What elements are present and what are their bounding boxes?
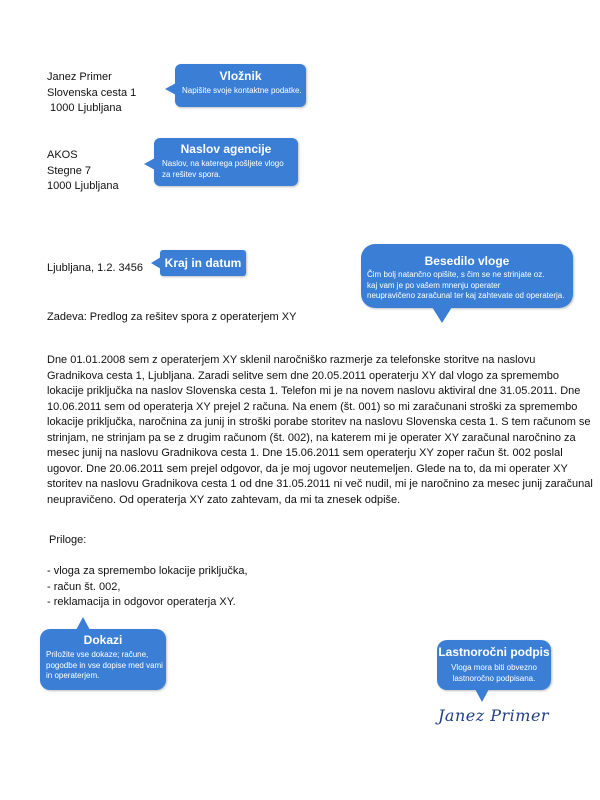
callout-evidence-desc-1: Priložite vse dokaze; račune, xyxy=(46,650,149,659)
callout-evidence-pointer xyxy=(76,617,90,630)
callout-place-date xyxy=(160,250,246,276)
place-date: Ljubljana, 1.2. 3456 xyxy=(47,262,144,274)
callout-body-desc-3: neupravičeno zaračunal ter kaj zahtevate od operaterja. xyxy=(367,291,565,300)
callout-sender-title: Vložnik xyxy=(219,69,262,83)
callout-signature xyxy=(437,640,551,690)
callout-agency-desc-1: Naslov, na katerega pošljete vlogo xyxy=(162,159,284,168)
callout-evidence-title: Dokazi xyxy=(83,633,123,647)
callout-signature-desc-2: lastnoročno podpisana. xyxy=(452,673,536,683)
attachments-list xyxy=(47,564,248,611)
body-line: Dne 01.01.2008 sem z operaterjem XY sklenil naročniško razmerje za telefonske storitve na naslovu xyxy=(47,354,536,366)
body-line: lokacije priključka, naročnina za junij in stroški porabe storitev na naslovu Slovenska cesta 1. S tem računom se xyxy=(47,416,591,428)
callout-evidence-desc-2: pogodbe in vse dopise med vami xyxy=(46,660,163,670)
callout-sender-pointer xyxy=(165,83,176,95)
agency-street: Stegne 7 xyxy=(47,164,92,177)
callout-agency-title: Naslov agencije xyxy=(180,142,272,156)
callout-signature-desc-1: Vloga mora biti obvezno xyxy=(451,663,537,672)
body-line: 10.06.2011 sem od operaterja XY prejel 2 računa. Na enem (št. 001) so mi zaračunani stroški za spremembo xyxy=(47,400,578,413)
sender-city: 1000 Ljubljana xyxy=(47,102,122,114)
attachment-item: - reklamacija in odgovor operaterja XY. xyxy=(47,596,236,608)
callout-place-date-title: Kraj in datum xyxy=(164,256,242,270)
body-line: storitev na naslovu Gradnikova cesta 1 od dne 31.05.2011 ni več nudil, mi je naročnino za mesec junij zaračunal xyxy=(47,478,593,490)
attachments-heading: Priloge: xyxy=(49,534,87,546)
letter-body xyxy=(47,353,593,508)
callout-signature-title: Lastnoročni podpis xyxy=(438,645,550,659)
callout-body xyxy=(361,244,573,308)
body-line: ugovor. Dne 20.06.2011 sem prejel odgovor, da je moj ugovor neutemeljen. Glede na to, da mi operater XY xyxy=(47,462,568,475)
signature: Janez Primer xyxy=(438,706,550,725)
callout-sender-desc: Napišite svoje kontaktne podatke. xyxy=(182,86,302,95)
callout-body-desc-1: Čim bolj natančno opišite, s čim se ne strinjate oz. xyxy=(367,270,545,279)
callout-sender xyxy=(175,64,306,107)
callout-agency-desc-2: za rešitev spora. xyxy=(162,169,221,179)
body-line: strinjam, ne strinjam pa se z drugim računom (št. 002), na katerem mi je operater XY zaračunal naročnino za xyxy=(47,431,576,444)
callout-body-desc-2: kaj vam je po vašem mnenju operater xyxy=(367,280,501,290)
attachment-item: - vloga za spremembo lokacije priključka, xyxy=(47,565,248,577)
callout-evidence xyxy=(40,629,166,690)
subject-line: Zadeva: Predlog za rešitev spora z operaterjem XY xyxy=(47,311,297,323)
body-line: neupravičeno. Od operaterja XY zato zahtevam, da mi ta znesek odpiše. xyxy=(47,493,401,506)
body-line: Gradnikova cesta 1, Ljubljana. Zaradi selitve sem dne 20.05.2011 operaterju XY dal vlogo za spremembo xyxy=(47,369,560,382)
body-line: mesec junij na naslovu Gradnikova cesta 1. Dne 15.06.2011 sem operaterju XY zoper račun št. 002 poslal xyxy=(47,447,563,459)
attachment-item: - račun št. 002, xyxy=(47,580,121,593)
agency-address xyxy=(47,148,119,195)
callout-agency-pointer xyxy=(144,158,155,170)
sender-address xyxy=(47,70,136,117)
callout-body-pointer xyxy=(432,307,452,323)
sender-street: Slovenska cesta 1 xyxy=(47,86,137,99)
agency-name: AKOS xyxy=(47,149,78,161)
body-line: lokacije priključka na naslov Slovenska cesta 1. Telefon mi je na novem naslovu aktiviral dne 31.05.2011. Dne xyxy=(47,385,581,397)
callout-body-title: Besedilo vloge xyxy=(424,254,510,268)
callout-signature-pointer xyxy=(475,689,489,702)
callout-evidence-desc-3: in operaterjem. xyxy=(46,671,100,680)
callout-agency xyxy=(154,138,298,186)
callout-place-date-pointer xyxy=(151,257,161,269)
sender-name: Janez Primer xyxy=(47,71,112,83)
agency-city: 1000 Ljubljana xyxy=(47,180,119,192)
